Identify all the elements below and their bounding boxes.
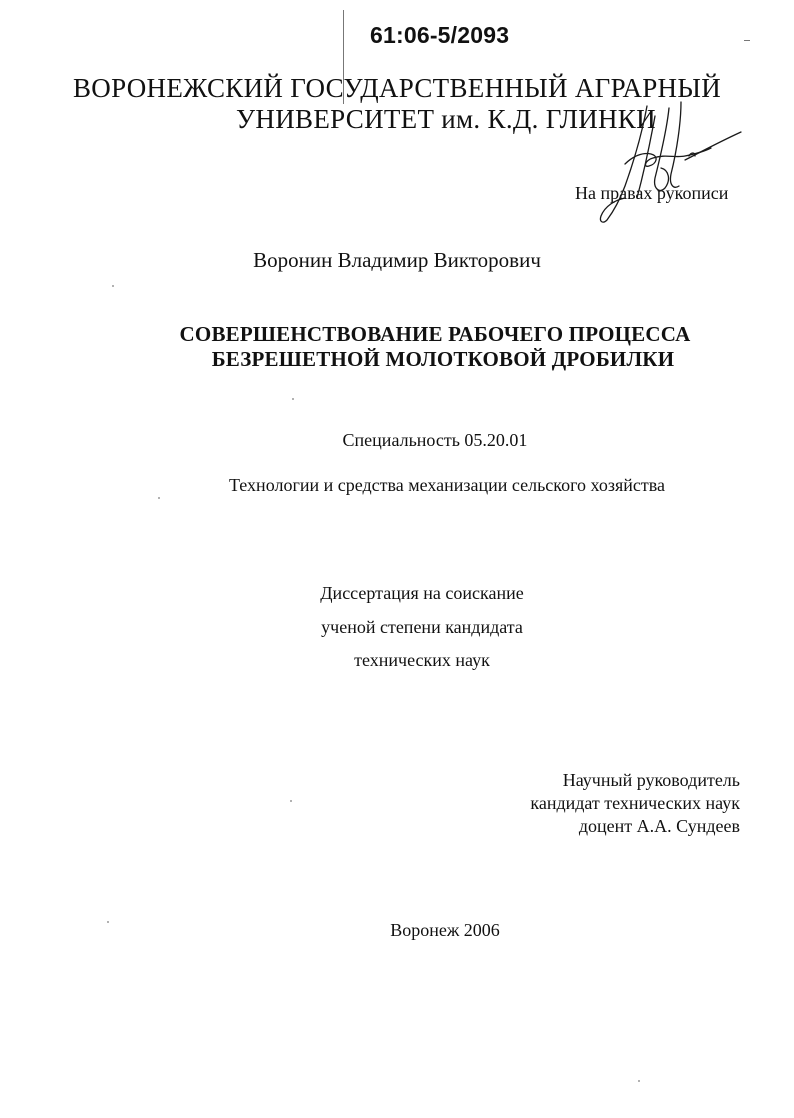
scan-speck (107, 921, 109, 923)
author-name: Воронин Владимир Викторович (253, 248, 541, 272)
scan-speck (292, 398, 294, 400)
catalog-number: 61:06-5/2093 (370, 22, 510, 48)
city-year: Воронеж 2006 (390, 920, 500, 940)
scan-speck (638, 1080, 640, 1082)
rights-note: На правах рукописи (575, 183, 729, 203)
scan-speck (112, 285, 114, 287)
signature-stroke-4 (670, 102, 681, 187)
scan-speck (158, 497, 160, 499)
supervisor-name: доцент А.А. Сундеев (578, 816, 740, 836)
specialty-field: Технологии и средства механизации сельского хозяйства (229, 475, 665, 495)
signature-stroke-2 (637, 116, 655, 198)
signature-stroke-3 (655, 108, 669, 190)
signature-stroke-6 (685, 132, 741, 160)
organization-line-2: УНИВЕРСИТЕТ им. К.Д. ГЛИНКИ (236, 104, 656, 134)
specialty-code: Специальность 05.20.01 (342, 430, 528, 450)
signature-stroke-1 (600, 106, 647, 222)
scan-speck (290, 800, 292, 802)
dissertation-line-3: технических наук (354, 650, 490, 670)
dissertation-line-1: Диссертация на соискание (320, 583, 524, 603)
organization-line-1: ВОРОНЕЖСКИЙ ГОСУДАРСТВЕННЫЙ АГРАРНЫЙ (72, 73, 721, 103)
title-line-1: СОВЕРШЕНСТВОВАНИЕ РАБОЧЕГО ПРОЦЕССА (179, 322, 691, 346)
handwritten-signature (585, 98, 745, 228)
dissertation-line-2: ученой степени кандидата (321, 617, 523, 637)
margin-tick (744, 40, 750, 41)
title-line-2: БЕЗРЕШЕТНОЙ МОЛОТКОВОЙ ДРОБИЛКИ (211, 347, 675, 371)
supervisor-label: Научный руководитель (562, 770, 740, 790)
supervisor-degree: кандидат технических наук (530, 793, 740, 813)
signature-stroke-5 (625, 148, 711, 166)
